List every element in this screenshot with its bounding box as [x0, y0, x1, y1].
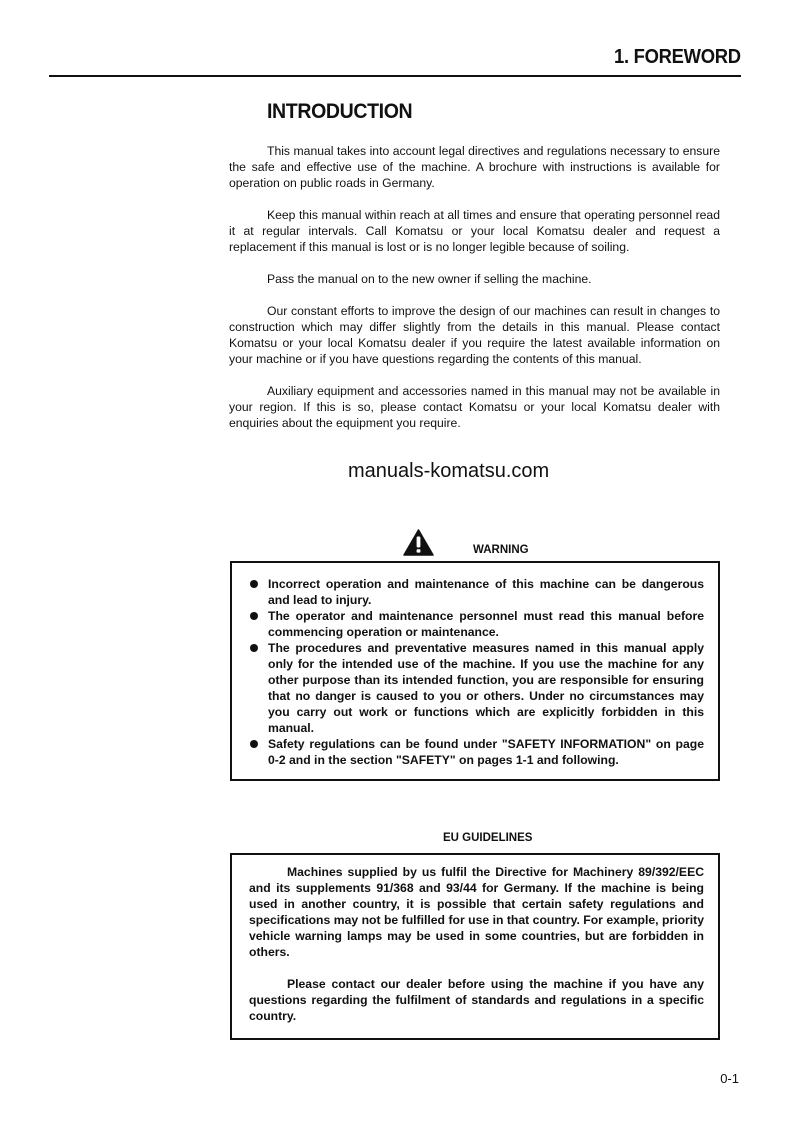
warning-header [403, 529, 543, 557]
intro-paragraph-2: Keep this manual within reach at all times and ensure that operating personnel read it at regular intervals. Call Komatsu or your local Komatsu dealer and request a replacement if this manual is lost or is no longer legible because of soiling. [229, 208, 720, 254]
eu-paragraph-1: Machines supplied by us fulfil the Directive for Machinery 89/392/EEC and its supplements 91/368 and 93/44 for Germany. If the machine is being used in another country, it is possible that certain safety regulations and specifications may not be fulfilled for use in that country. For example, priority vehicle warning lamps may be used in some countries, but are forbidden in others. [249, 865, 704, 959]
bullet-icon [250, 740, 258, 748]
warning-item: The operator and maintenance personnel must read this manual before commencing operation or maintenance. [248, 608, 704, 640]
eu-guidelines-box [230, 853, 720, 1040]
warning-triangle-icon [403, 529, 434, 556]
warning-label: WARNING [473, 544, 529, 556]
warning-item: Incorrect operation and maintenance of this machine can be dangerous and lead to injury. [248, 576, 704, 608]
warning-item: Safety regulations can be found under "SAFETY INFORMATION" on page 0-2 and in the section "SAFETY" on pages 1-1 and following. [248, 736, 704, 768]
intro-paragraph-5: Auxiliary equipment and accessories named in this manual may not be available in your region. If this is so, please contact Komatsu or your local Komatsu dealer with enquiries about the equipment you require. [229, 384, 720, 430]
chapter-divider [49, 75, 741, 77]
page-number: 0-1 [720, 1071, 739, 1086]
introduction-body [229, 143, 720, 447]
eu-guidelines-body [249, 864, 704, 1040]
section-title-introduction: INTRODUCTION [267, 100, 413, 123]
bullet-icon [250, 580, 258, 588]
warning-item: The procedures and preventative measures named in this manual apply only for the intended use of the machine. If you use the machine for any other purpose than its intended function, you are responsible for ensuring that no danger is caused to you or others. Under no circumstances may you carry out work or functions which are explicitly forbidden in this manual. [248, 640, 704, 736]
bullet-icon [250, 612, 258, 620]
intro-paragraph-1: This manual takes into account legal directives and regulations necessary to ensure the safe and effective use of the machine. A brochure with instructions is available for operation on public roads in Germany. [229, 144, 720, 190]
watermark-text: manuals-komatsu.com [348, 460, 550, 482]
warning-box [230, 561, 720, 781]
warning-list [248, 576, 704, 768]
eu-guidelines-title: EU GUIDELINES [443, 832, 533, 844]
intro-paragraph-4: Our constant efforts to improve the design of our machines can result in changes to construction which may differ slightly from the details in this manual. Please contact Komatsu or your local Komatsu dealer if you require the latest available information on your machine or if you have questions regarding the contents of this manual. [229, 304, 720, 366]
eu-paragraph-2: Please contact our dealer before using the machine if you have any questions regarding the fulfilment of standards and regulations in a specific country. [249, 977, 704, 1023]
chapter-title: 1. FOREWORD [614, 46, 741, 68]
intro-paragraph-3: Pass the manual on to the new owner if selling the machine. [267, 272, 592, 286]
bullet-icon [250, 644, 258, 652]
